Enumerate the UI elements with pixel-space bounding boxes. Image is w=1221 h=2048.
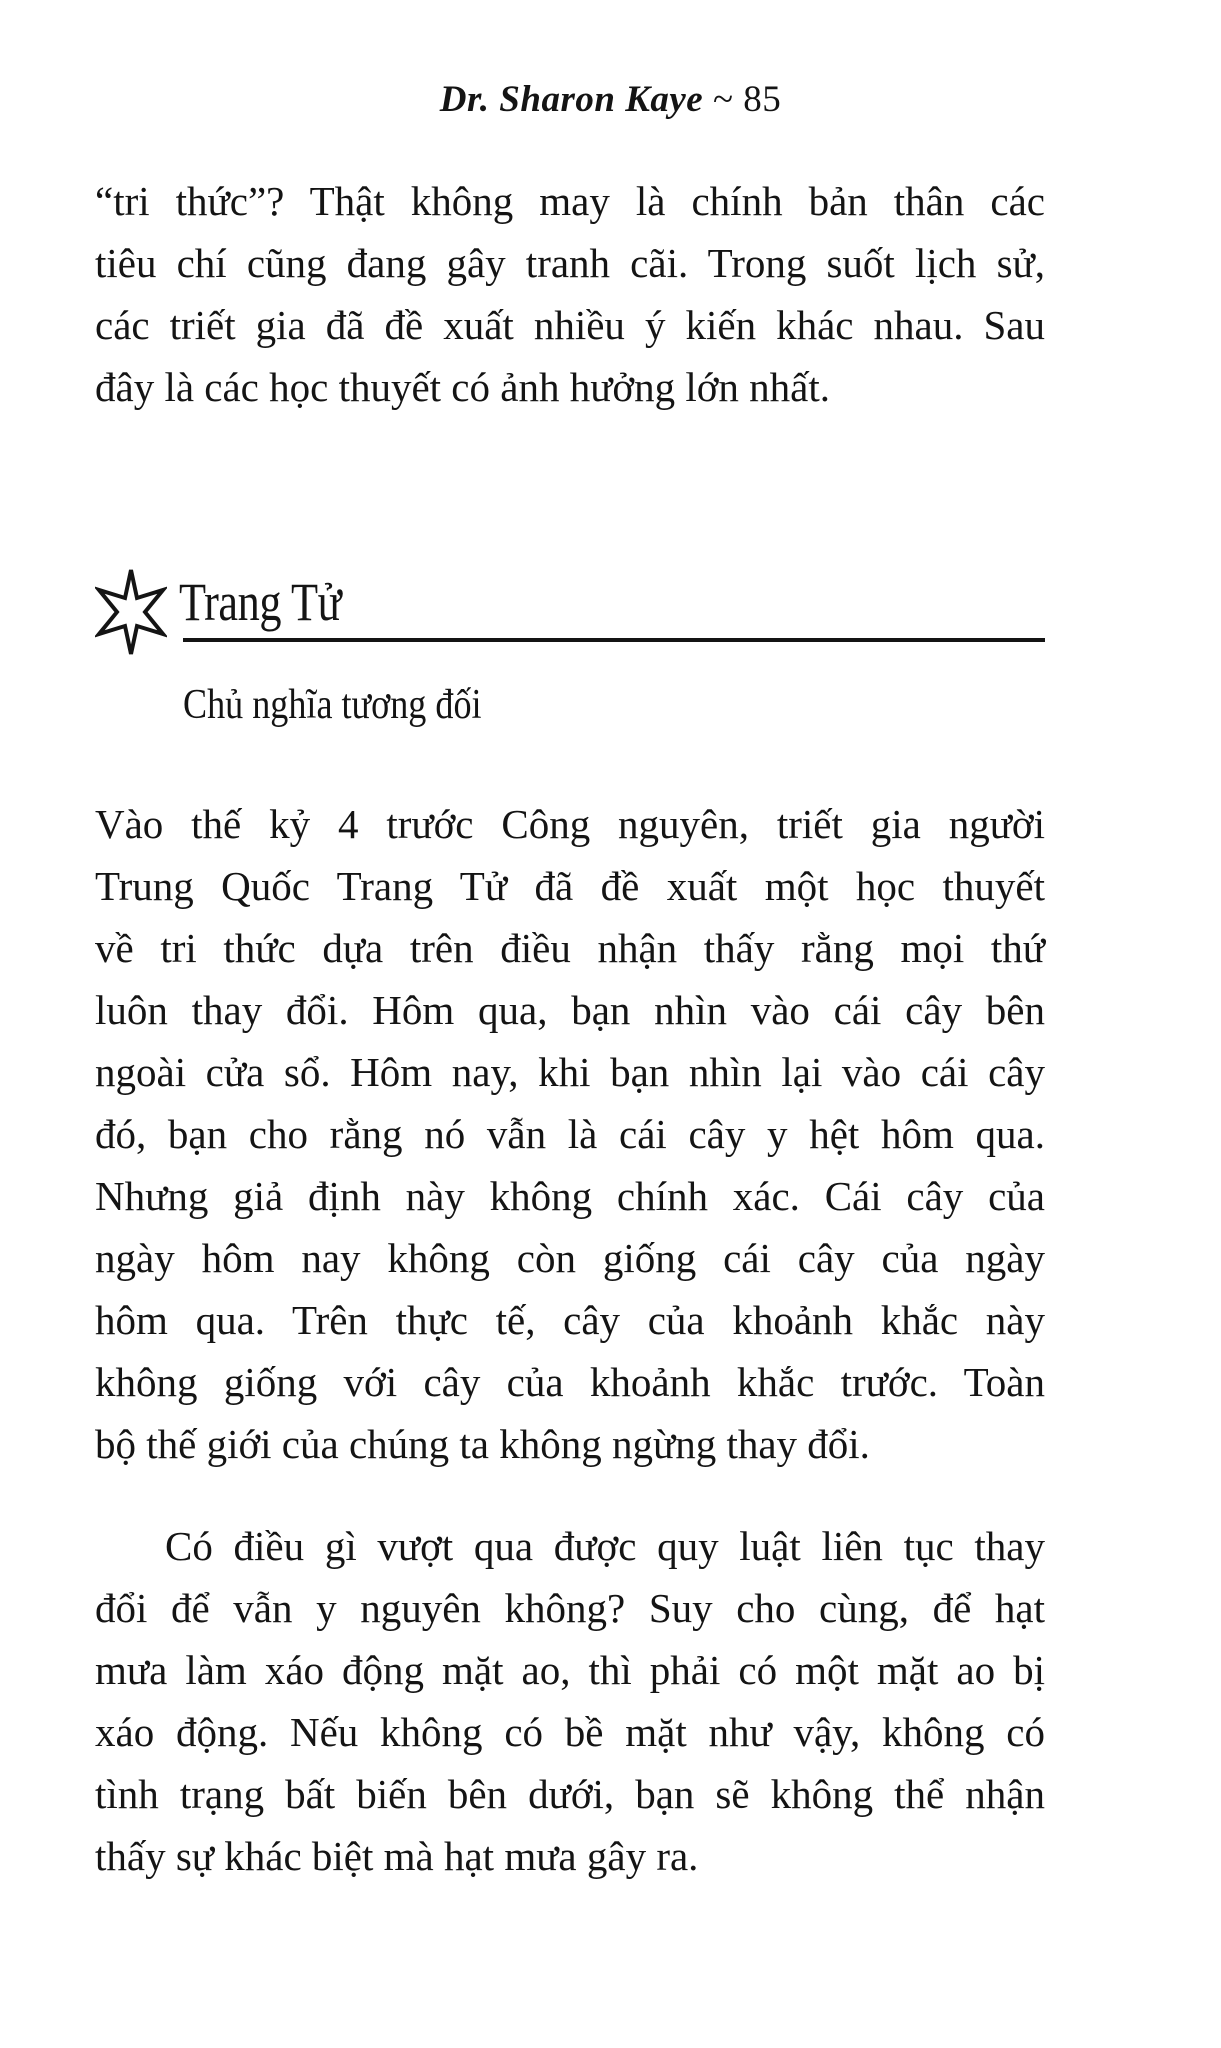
text-line: Trung Quốc Trang Tử đã đề xuất một học thuyết	[95, 863, 1045, 909]
text-line: đây là các học thuyết có ảnh hưởng lớn nhất.	[95, 364, 831, 410]
text-line: ngày hôm nay không còn giống cái cây của ngày	[95, 1235, 1045, 1281]
intro-paragraph	[95, 170, 1045, 418]
section-title: Trang Tử	[179, 572, 342, 632]
text-line: tiêu chí cũng đang gây tranh cãi. Trong suốt lịch sử,	[95, 240, 1045, 286]
separator: ~	[712, 79, 734, 120]
text-line: tình trạng bất biến bên dưới, bạn sẽ không thể nhận	[95, 1771, 1045, 1817]
running-head	[0, 78, 1221, 121]
section-subtitle: Chủ nghĩa tương đối	[183, 682, 482, 728]
text-line: bộ thế giới của chúng ta không ngừng thay đổi.	[95, 1421, 870, 1467]
text-line: mưa làm xáo động mặt ao, thì phải có một mặt ao bị	[95, 1647, 1045, 1693]
text-line: ngoài cửa sổ. Hôm nay, khi bạn nhìn lại vào cái cây	[95, 1049, 1045, 1095]
paragraph-2	[95, 1515, 1045, 1887]
text-line: Có điều gì vượt qua được quy luật liên tục thay	[165, 1523, 1045, 1569]
page-number: 85	[743, 79, 782, 120]
text-line: đổi để vẫn y nguyên không? Suy cho cùng, để hạt	[95, 1585, 1045, 1631]
text-line: Vào thế kỷ 4 trước Công nguyên, triết gia người	[95, 801, 1045, 847]
author-name: Dr. Sharon Kaye	[439, 79, 704, 120]
text-line: đó, bạn cho rằng nó vẫn là cái cây y hệt hôm qua.	[95, 1111, 1045, 1157]
section-divider	[183, 638, 1045, 642]
text-line: thấy sự khác biệt mà hạt mưa gây ra.	[95, 1833, 699, 1879]
text-line: không giống với cây của khoảnh khắc trước. Toàn	[95, 1359, 1045, 1405]
text-line: xáo động. Nếu không có bề mặt như vậy, không có	[95, 1709, 1045, 1755]
section-heading	[95, 568, 1045, 648]
text-line: về tri thức dựa trên điều nhận thấy rằng mọi thứ	[95, 925, 1045, 971]
text-line: Nhưng giả định này không chính xác. Cái cây của	[95, 1173, 1045, 1219]
text-line: luôn thay đổi. Hôm qua, bạn nhìn vào cái cây bên	[95, 987, 1045, 1033]
text-line: “tri thức”? Thật không may là chính bản thân các	[95, 178, 1045, 224]
text-line: các triết gia đã đề xuất nhiều ý kiến khác nhau. Sau	[95, 302, 1045, 348]
six-point-star-icon	[95, 568, 167, 656]
paragraph-1	[95, 793, 1045, 1475]
text-line: hôm qua. Trên thực tế, cây của khoảnh khắc này	[95, 1297, 1045, 1343]
